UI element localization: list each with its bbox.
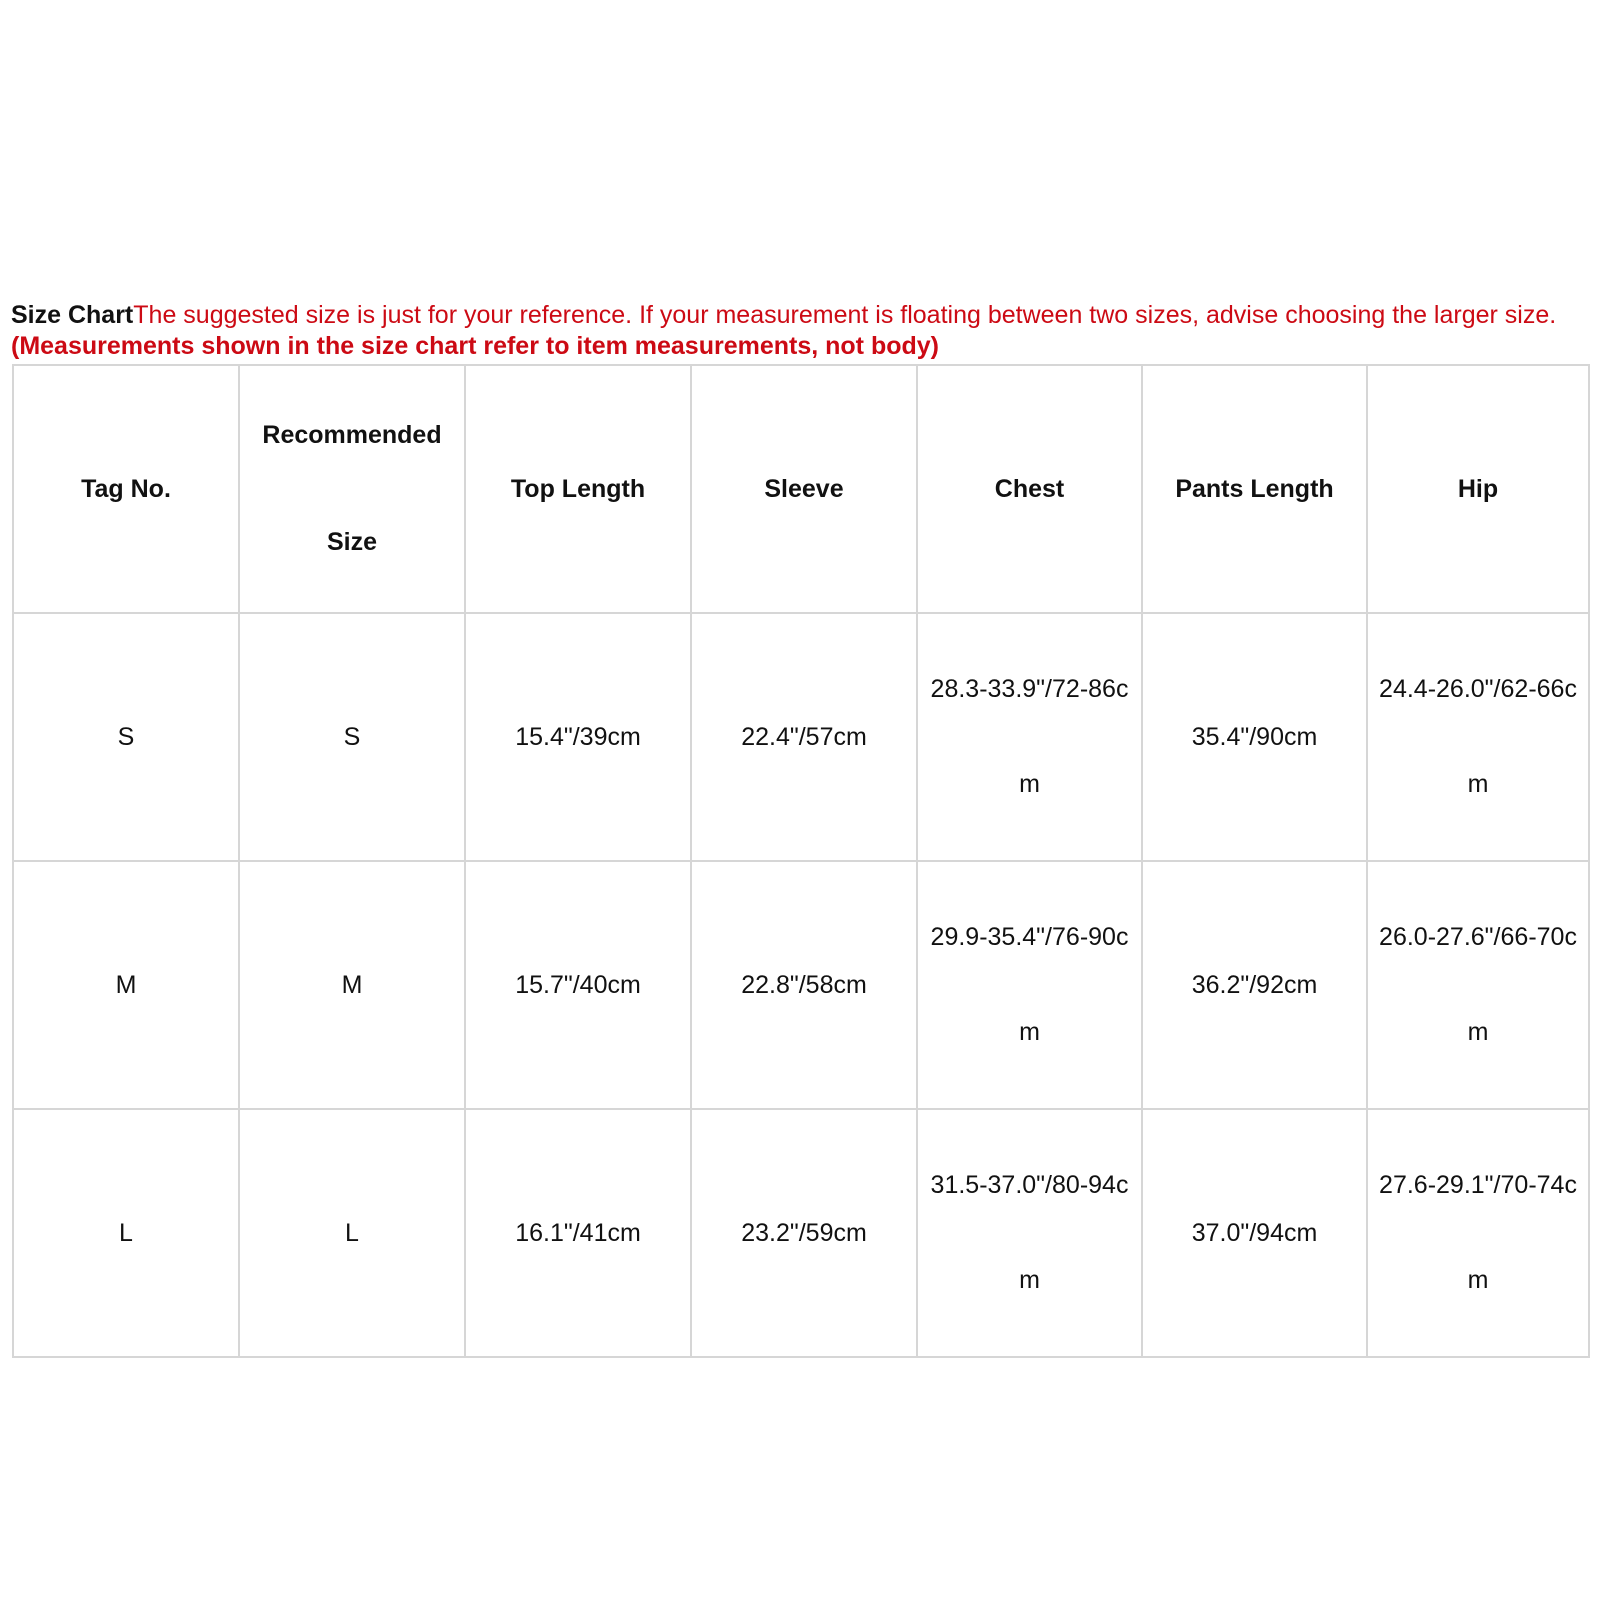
cell-hip-line2: m bbox=[1467, 1018, 1489, 1046]
cell-hip bbox=[1367, 861, 1589, 1109]
caption-note: (Measurements shown in the size chart refer to item measurements, not body) bbox=[11, 332, 939, 360]
header-tag-no: Tag No. bbox=[13, 365, 239, 613]
header-pants-length: Pants Length bbox=[1142, 365, 1367, 613]
cell-chest-line2: m bbox=[1019, 770, 1040, 798]
header-sleeve: Sleeve bbox=[691, 365, 917, 613]
header-recommended-line1: Recommended bbox=[262, 421, 442, 449]
cell-tag: M bbox=[13, 861, 239, 1109]
header-recommended-line2: Size bbox=[326, 528, 378, 556]
cell-tag: L bbox=[13, 1109, 239, 1357]
cell-hip-line1: 24.4-26.0"/62-66c bbox=[1379, 675, 1577, 703]
cell-recommended: M bbox=[239, 861, 465, 1109]
cell-recommended: S bbox=[239, 613, 465, 861]
header-top-length: Top Length bbox=[465, 365, 691, 613]
cell-pants-length: 36.2"/92cm bbox=[1142, 861, 1367, 1109]
cell-chest bbox=[917, 1109, 1142, 1357]
cell-chest bbox=[917, 613, 1142, 861]
cell-chest bbox=[917, 861, 1142, 1109]
cell-top-length: 15.7"/40cm bbox=[465, 861, 691, 1109]
cell-recommended: L bbox=[239, 1109, 465, 1357]
cell-hip-line1: 26.0-27.6"/66-70c bbox=[1379, 923, 1577, 951]
cell-top-length: 15.4"/39cm bbox=[465, 613, 691, 861]
table-row bbox=[13, 1109, 1589, 1357]
header-hip: Hip bbox=[1367, 365, 1589, 613]
cell-hip bbox=[1367, 1109, 1589, 1357]
cell-chest-line1: 28.3-33.9"/72-86c bbox=[930, 675, 1129, 703]
cell-chest-line1: 31.5-37.0"/80-94c bbox=[930, 1171, 1129, 1199]
caption-text: The suggested size is just for your reference. If your measurement is floating between two sizes, advise choosing the larger size. bbox=[133, 301, 1557, 329]
cell-hip-line2: m bbox=[1467, 1266, 1489, 1294]
cell-chest-line2: m bbox=[1019, 1018, 1040, 1046]
caption-title: Size Chart bbox=[11, 301, 134, 329]
cell-chest-line2: m bbox=[1019, 1266, 1040, 1294]
table-row bbox=[13, 613, 1589, 861]
cell-hip-line1: 27.6-29.1"/70-74c bbox=[1379, 1171, 1577, 1199]
header-chest: Chest bbox=[917, 365, 1142, 613]
header-recommended-size bbox=[239, 365, 465, 613]
table-row bbox=[13, 861, 1589, 1109]
cell-pants-length: 35.4"/90cm bbox=[1142, 613, 1367, 861]
cell-pants-length: 37.0"/94cm bbox=[1142, 1109, 1367, 1357]
cell-hip-line2: m bbox=[1467, 770, 1489, 798]
cell-top-length: 16.1"/41cm bbox=[465, 1109, 691, 1357]
cell-sleeve: 23.2"/59cm bbox=[691, 1109, 917, 1357]
size-chart-table bbox=[12, 364, 1590, 1358]
cell-sleeve: 22.8"/58cm bbox=[691, 861, 917, 1109]
size-chart-caption bbox=[11, 300, 1591, 362]
cell-sleeve: 22.4"/57cm bbox=[691, 613, 917, 861]
table-header-row bbox=[13, 365, 1589, 613]
cell-chest-line1: 29.9-35.4"/76-90c bbox=[930, 923, 1129, 951]
cell-tag: S bbox=[13, 613, 239, 861]
cell-hip bbox=[1367, 613, 1589, 861]
